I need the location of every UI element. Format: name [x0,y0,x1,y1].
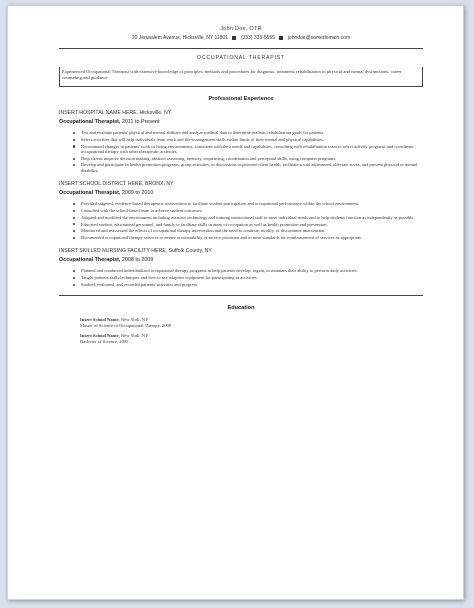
list-item: Adapted and modified the environment including assistive technology and training instructional staff to meet individual needs and to help students function as independently as possible. [81,215,423,221]
job-location: INSERT SCHOOL DISTRICT HERE, BRONX, NY [59,181,174,188]
list-item: Recommend changes in patients' work or living environments, consistent with their needs and capabilities, consulting with rehabilitation team to select activity programs and coordinate occupational therapy with other therapeutic activities. [81,144,423,155]
email: johndoe@somedomain.com [287,35,351,41]
resume-content [59,26,423,350]
job-entry [59,110,423,173]
job-dates: 2009 to 2010 [121,190,154,197]
separator-square-icon [232,36,236,40]
list-item: Educated student, educational personnel, and family to facilitate skills in areas of occupation as well as health promotion and prevention. [81,222,423,228]
education-entry [80,317,423,328]
list-item: Consulted with the school-based team to achieve student outcomes. [81,208,423,214]
experience-heading: Professional Experience [208,96,274,103]
job-role: Occupational Therapist, [59,190,121,197]
job-bullets [59,201,423,240]
degree: Master of Science in Occupational Therapy, 2008 [80,322,172,328]
separator-square-icon [279,36,283,40]
contact-line [59,35,423,41]
education-rule [59,295,423,296]
school-name: Insert School Name, [80,333,120,339]
list-item: Select activities that will help individuals learn work and life-management skills within limits of their mental and physical capabilities. [81,137,423,143]
job-location: INSERT SKILLED NURSING FACILITY HERE, Suffolk County, NY [59,248,212,255]
list-item: Monitored and reassessed the effects of occupational therapy intervention and the need to continue, modify, or discontinue intervention. [81,228,423,234]
list-item: Planned and conducted individualized occupational therapy programs to help patients develop, regain, or maintain their ability to perform daily activities. [81,268,423,274]
resume-title: OCCUPATIONAL THERAPIST [196,55,286,61]
job-role: Occupational Therapist, [59,119,121,126]
job-title [59,257,423,263]
phone: (333) 333-5555 [240,35,276,41]
address: 20 Jerusalem Avenue, Hicksville, NY 11801 [131,35,229,41]
list-item: Develop and participate in health promotion programs, group activities, or discussions to promote client health, facilitate social adjustment, alleviate stress, and prevent physical or mental disability. [81,162,423,173]
summary-text: Experienced Occupational Therapist with extensive knowledge of principles, methods and procedures for diagnosis, treatment, rehabilitation of physical and mental dysfunctions, career counseling and guidance. [62,69,402,80]
job-dates: 2008 to 2009 [121,257,154,264]
job-location: INSERT HOSPITAL NAME HERE, Hicksville, NY [59,110,172,117]
job-entry [59,248,423,287]
job-dates: 2011 to Present [121,119,160,126]
list-item: Studied, evaluated, and recorded patients' activities and progress. [81,282,423,288]
list-item: Documented occupational therapy services to ensure accountability of service provision and to meet standards for reimbursement of services as appropriate. [81,235,423,241]
summary-box [59,67,423,87]
job-bullets [59,130,423,173]
list-item: Provided targeted, evidence-based therapeutic intervention to facilitate student participation and occupational performance within the school environment. [81,201,423,207]
list-item: Test and evaluate patients' physical and mental abilities and analyze medical data to determine realistic rehabilitation goals for patients. [81,130,423,136]
job-title [59,190,423,196]
candidate-name: John Doe, OTR [220,26,262,32]
list-item: Help clients improve decision making, abstract reasoning, memory, sequencing, coordination and perceptual skills, using computer programs. [81,156,423,162]
job-title [59,119,423,125]
job-role: Occupational Therapist, [59,257,121,264]
list-item: Taught patients skills/techniques and how to use adaptive equipment for participating in activities. [81,275,423,281]
job-bullets [59,268,423,287]
school-location: New York, NY [120,317,149,323]
header-rule [59,48,423,49]
degree: Bachelor of Science, 2005 [80,339,129,345]
resume-page [7,5,464,600]
school-name: Insert School Name, [80,317,120,323]
education-list [80,317,423,344]
job-entry [59,181,423,240]
education-heading: Education [227,305,255,312]
education-entry [80,333,423,344]
school-location: New York, NY [120,333,149,339]
